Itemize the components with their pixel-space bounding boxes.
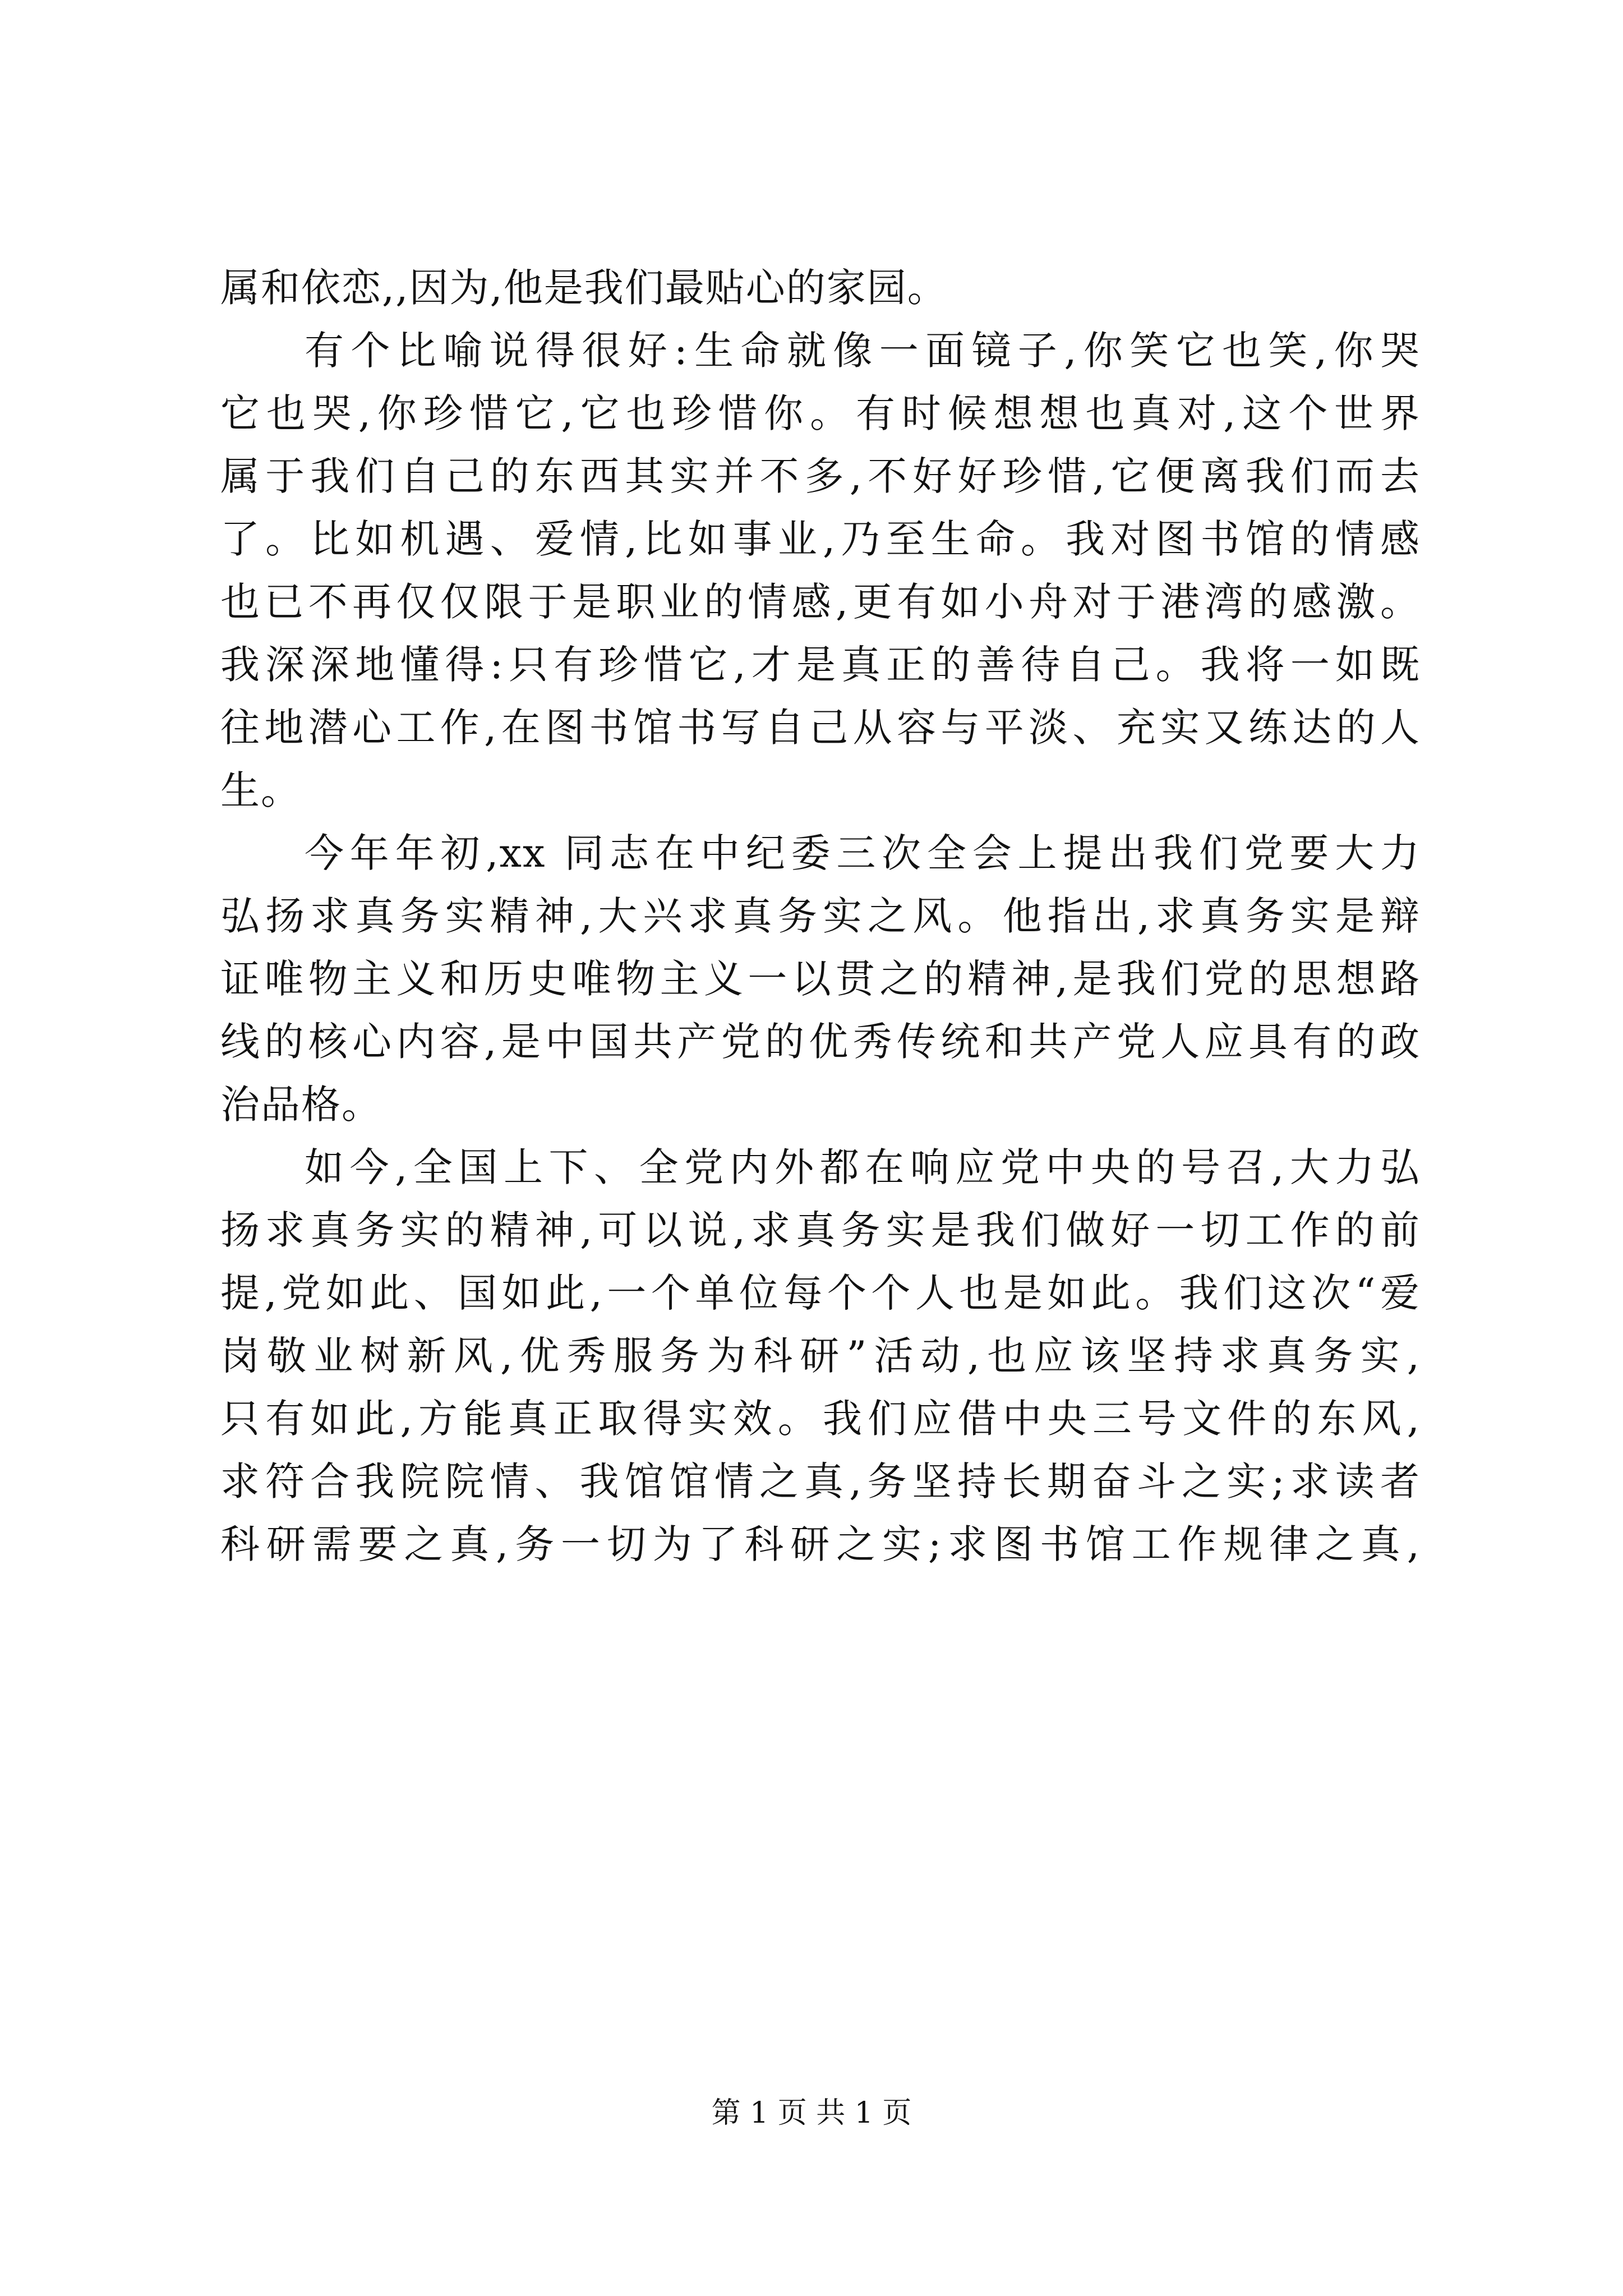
text-line: 今年年初,xx 同志在中纪委三次全会上提出我们党要大力 bbox=[305, 830, 1421, 876]
text-line: 科研需要之真,务一切为了科研之实;求图书馆工作规律之真, bbox=[220, 1521, 1421, 1567]
text-line: 了。比如机遇、爱情,比如事业,乃至生命。我对图书馆的情感 bbox=[220, 516, 1421, 562]
text-line: 如今,全国上下、全党内外都在响应党中央的号召,大力弘 bbox=[305, 1144, 1421, 1190]
text-line: 我深深地懂得:只有珍惜它,才是真正的善待自己。我将一如既 bbox=[220, 642, 1421, 688]
text-line: 属和依恋,,因为,他是我们最贴心的家园。 bbox=[220, 265, 948, 311]
text-line: 线的核心内容,是中国共产党的优秀传统和共产党人应具有的政 bbox=[220, 1019, 1421, 1065]
text-line: 也已不再仅仅限于是职业的情感,更有如小舟对于港湾的感激。 bbox=[220, 579, 1421, 625]
text-line: 往地潜心工作,在图书馆书写自己从容与平淡、充实又练达的人 bbox=[220, 705, 1421, 751]
text-line: 求符合我院院情、我馆馆情之真,务坚持长期奋斗之实;求读者 bbox=[220, 1458, 1421, 1504]
text-line: 证唯物主义和历史唯物主义一以贯之的精神,是我们党的思想路 bbox=[220, 956, 1421, 1002]
text-line: 岗敬业树新风,优秀服务为科研”活动,也应该坚持求真务实, bbox=[220, 1333, 1421, 1379]
text-line: 治品格。 bbox=[220, 1082, 382, 1128]
text-line: 它也哭,你珍惜它,它也珍惜你。有时候想想也真对,这个世界 bbox=[220, 390, 1421, 436]
page-number-footer: 第 1 页 共 1 页 bbox=[711, 2096, 912, 2130]
text-line: 弘扬求真务实精神,大兴求真务实之风。他指出,求真务实是辩 bbox=[220, 893, 1421, 939]
text-line: 属于我们自己的东西其实并不多,不好好珍惜,它便离我们而去 bbox=[220, 453, 1421, 499]
text-line: 提,党如此、国如此,一个单位每个个人也是如此。我们这次“爱 bbox=[220, 1270, 1421, 1316]
text-line: 生。 bbox=[220, 767, 301, 813]
text-line: 扬求真务实的精神,可以说,求真务实是我们做好一切工作的前 bbox=[220, 1207, 1421, 1253]
text-line: 有个比喻说得很好:生命就像一面镜子,你笑它也笑,你哭 bbox=[305, 328, 1421, 374]
document-body bbox=[220, 256, 1421, 1576]
text-line: 只有如此,方能真正取得实效。我们应借中央三号文件的东风, bbox=[220, 1396, 1421, 1442]
